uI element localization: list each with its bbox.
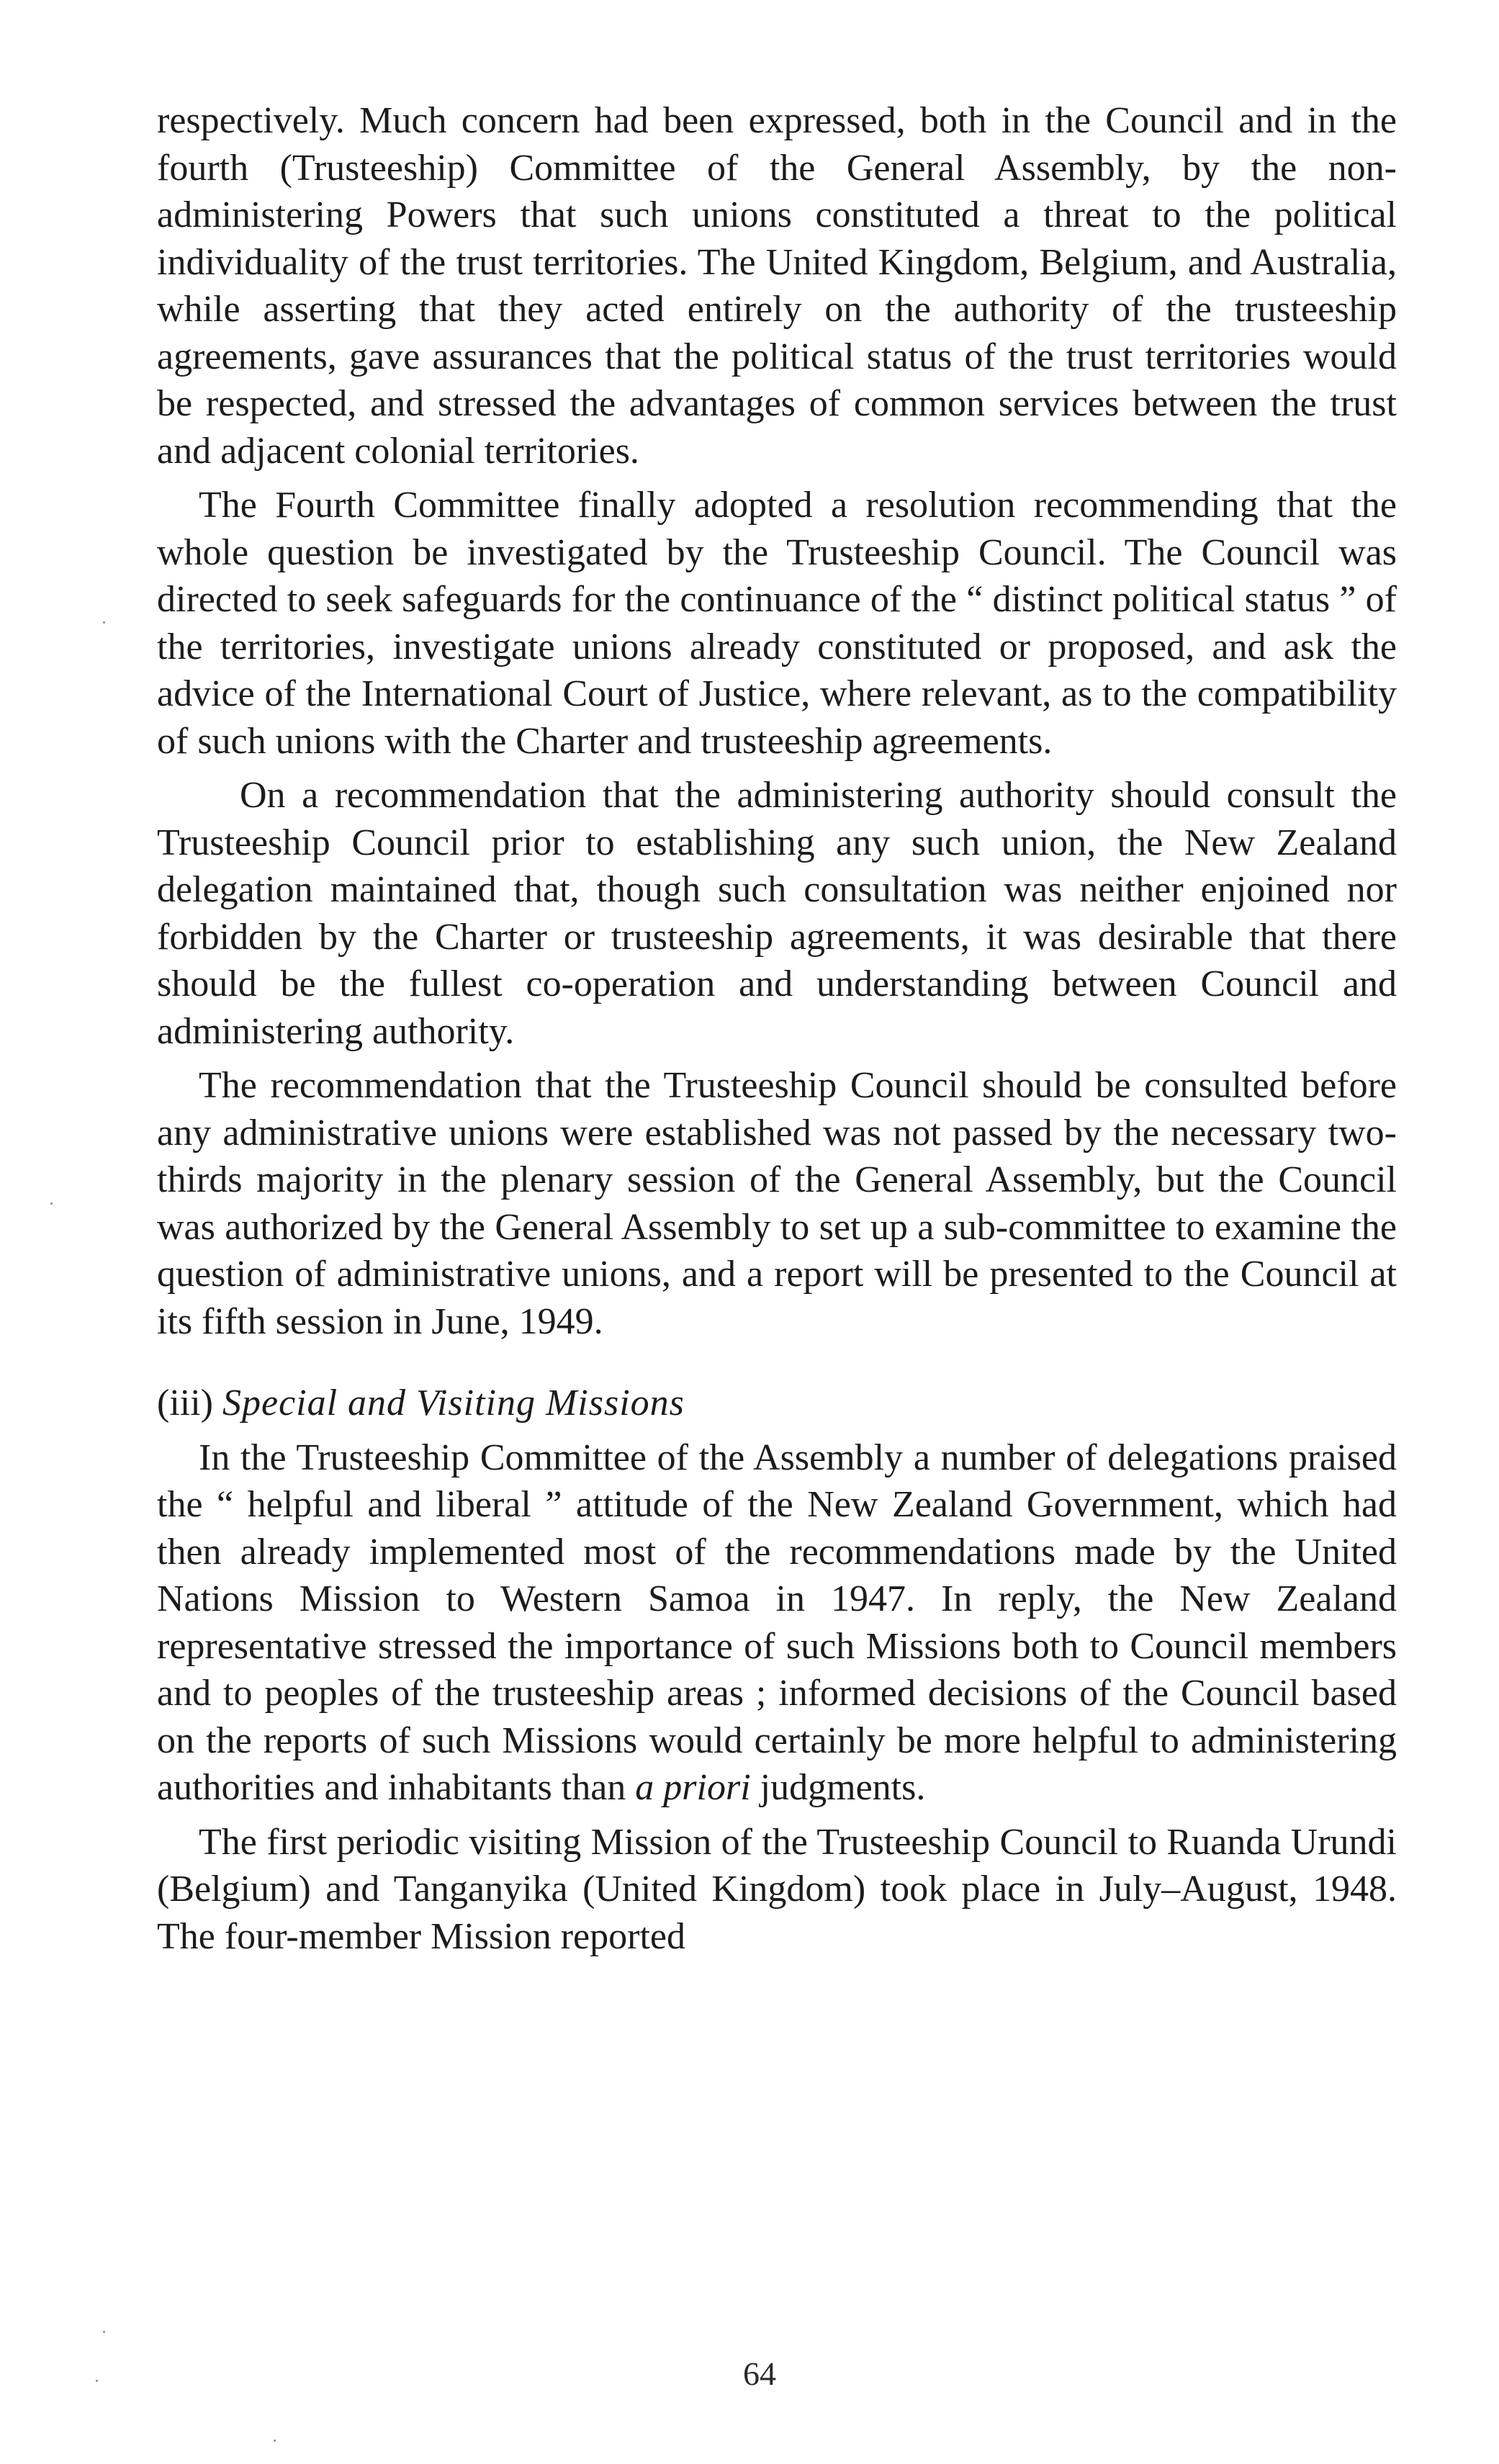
- paper-speck: [50, 1202, 53, 1205]
- paper-speck: [103, 2331, 105, 2333]
- paragraph-1: respectively. Much concern had been expressed, both in the Council and in the fourth (Trusteeship) Committee of the General Assembly, by the non-administering Powers that such unions constituted a threat to the political individuality of the trust territories. The United Kingdom, Belgium, and Australia, while asserting that they acted entirely on the authority of the trusteeship agreements, gave assurances that the political status of the trust territories would be respected, and stressed the advantages of common services between the trust and adjacent colonial territories.: [157, 100, 1397, 472]
- body-text: [157, 97, 1397, 1960]
- paragraph-3: On a recommendation that the administering authority should consult the Trusteeship Council prior to establishing any such union, the New Zealand delegation maintained that, though such consultation was neither enjoined nor forbidden by the Charter or trusteeship agreements, it was desirable that there should be the fullest co-operation and understanding between Council and administering authority.: [157, 775, 1397, 1052]
- section-heading: [157, 1380, 1397, 1427]
- paragraph-5-italic: a priori: [635, 1767, 751, 1808]
- paper-speck: [103, 621, 105, 624]
- section-heading-number: (iii): [157, 1382, 213, 1424]
- paragraph-5: [157, 1434, 1397, 1812]
- paragraph-2: The Fourth Committee finally adopted a resolution recommending that the whole question be investigated by the Trusteeship Council. The Council was directed to seek safeguards for the continuance of the “ distinct political status ” of the territories, investigate unions already constituted or proposed, and ask the advice of the International Court of Justice, where relevant, as to the compatibility of such unions with the Charter and trusteeship agreements.: [157, 485, 1397, 762]
- paragraph-6: The first periodic visiting Mission of the Trusteeship Council to Ruanda Urundi (Belgium) and Tanganyika (United Kingdom) took place in July–August, 1948. The four-member Mission reported: [157, 1821, 1397, 1957]
- paragraph-5-text: In the Trusteeship Committee of the Assembly a number of delegations praised the “ helpful and liberal ” attitude of the New Zealand Government, which had then already implemented most of the recommendations made by the United Nations Mission to Western Samoa in 1947. In reply, the New Zealand representative stressed the importance of such Missions both to Council members and to peoples of the trusteeship areas ; informed decisions of the Council based on the reports of such Missions would certainly be more helpful to administering authorities and inhabitants than: [157, 1436, 1397, 1808]
- section-heading-title: Special and Visiting Missions: [222, 1382, 685, 1424]
- paper-speck: [274, 2440, 276, 2442]
- paragraph-4: The recommendation that the Trusteeship Council should be consulted before any administrative unions were established was not passed by the necessary two-thirds majority in the plenary session of the General Assembly, but the Council was authorized by the General Assembly to set up a sub-committee to examine the question of administrative unions, and a report will be presented to the Council at its fifth session in June, 1949.: [157, 1065, 1397, 1342]
- page-number: 64: [743, 2355, 776, 2392]
- paragraph-5-end: judgments.: [750, 1767, 926, 1808]
- paper-speck: [96, 2380, 98, 2382]
